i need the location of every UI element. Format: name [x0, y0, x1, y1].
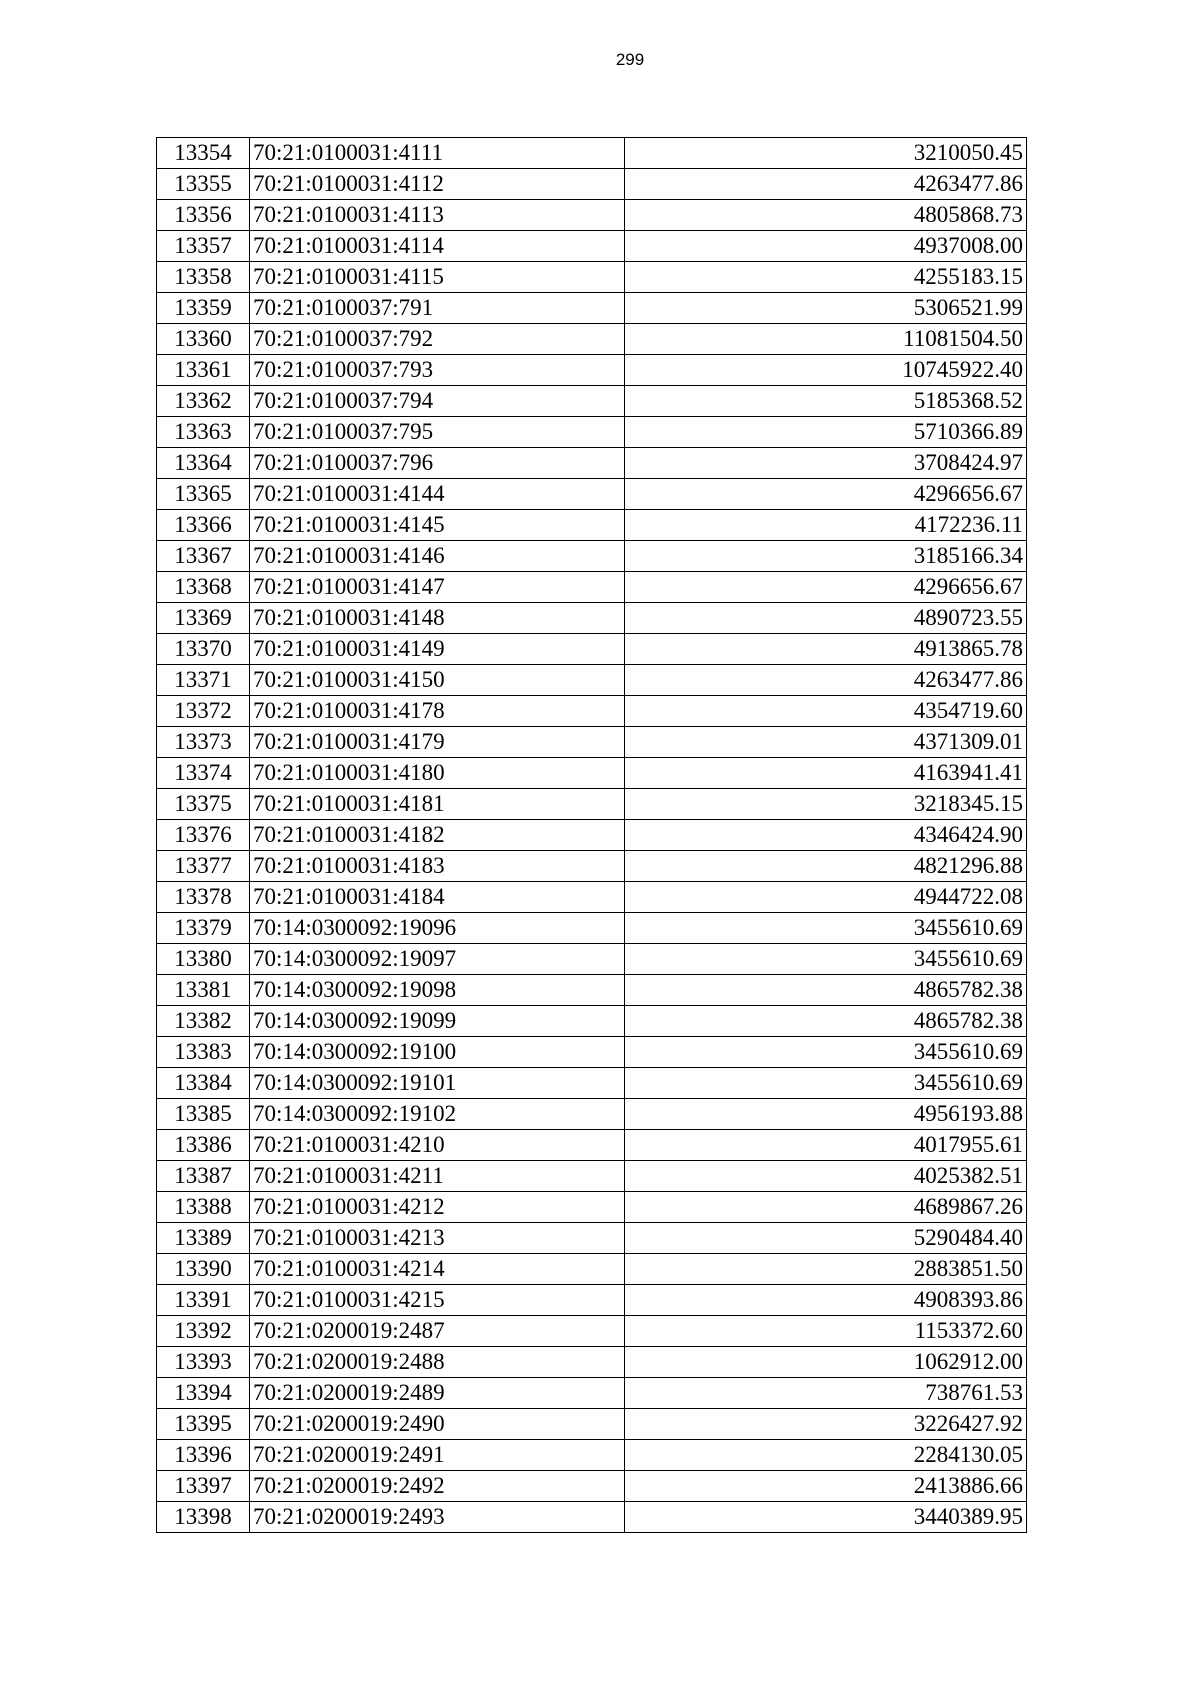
- cadastral-number-cell: 70:21:0200019:2488: [250, 1347, 625, 1378]
- table-row: [157, 1440, 1027, 1471]
- cadastral-number-cell: 70:21:0100031:4210: [250, 1130, 625, 1161]
- row-number-cell: 13354: [157, 138, 250, 169]
- row-number-cell: 13363: [157, 417, 250, 448]
- page-number: 299: [615, 50, 645, 69]
- cadastral-number-cell: 70:21:0100031:4150: [250, 665, 625, 696]
- cadastral-value-cell: 3185166.34: [625, 541, 1027, 572]
- table-row: [157, 417, 1027, 448]
- cadastral-number-cell: 70:14:0300092:19101: [250, 1068, 625, 1099]
- row-number-cell: 13394: [157, 1378, 250, 1409]
- cadastral-value-cell: 4346424.90: [625, 820, 1027, 851]
- cadastral-number-cell: 70:21:0100031:4114: [250, 231, 625, 262]
- cadastral-number-cell: 70:21:0100037:795: [250, 417, 625, 448]
- cadastral-number-cell: 70:21:0200019:2493: [250, 1502, 625, 1533]
- cadastral-number-cell: 70:14:0300092:19096: [250, 913, 625, 944]
- table-row: [157, 138, 1027, 169]
- row-number-cell: 13357: [157, 231, 250, 262]
- cadastral-value-cell: 4890723.55: [625, 603, 1027, 634]
- row-number-cell: 13371: [157, 665, 250, 696]
- row-number-cell: 13356: [157, 200, 250, 231]
- row-number-cell: 13367: [157, 541, 250, 572]
- cadastral-value-cell: 3455610.69: [625, 913, 1027, 944]
- table-row: [157, 696, 1027, 727]
- row-number-cell: 13361: [157, 355, 250, 386]
- cadastral-number-cell: 70:21:0100031:4145: [250, 510, 625, 541]
- cadastral-number-cell: 70:21:0100031:4181: [250, 789, 625, 820]
- cadastral-value-cell: 3210050.45: [625, 138, 1027, 169]
- row-number-cell: 13397: [157, 1471, 250, 1502]
- cadastral-value-cell: 4805868.73: [625, 200, 1027, 231]
- cadastral-value-cell: 4025382.51: [625, 1161, 1027, 1192]
- table-row: [157, 510, 1027, 541]
- cadastral-value-table: [156, 137, 1027, 1533]
- row-number-cell: 13382: [157, 1006, 250, 1037]
- row-number-cell: 13355: [157, 169, 250, 200]
- row-number-cell: 13392: [157, 1316, 250, 1347]
- row-number-cell: 13379: [157, 913, 250, 944]
- row-number-cell: 13372: [157, 696, 250, 727]
- table-row: [157, 727, 1027, 758]
- table-row: [157, 231, 1027, 262]
- cadastral-value-cell: 10745922.40: [625, 355, 1027, 386]
- table-row: [157, 789, 1027, 820]
- row-number-cell: 13378: [157, 882, 250, 913]
- row-number-cell: 13360: [157, 324, 250, 355]
- table-row: [157, 1409, 1027, 1440]
- cadastral-number-cell: 70:21:0200019:2492: [250, 1471, 625, 1502]
- cadastral-number-cell: 70:21:0100037:794: [250, 386, 625, 417]
- cadastral-number-cell: 70:21:0100031:4178: [250, 696, 625, 727]
- cadastral-value-cell: 4263477.86: [625, 665, 1027, 696]
- table-row: [157, 200, 1027, 231]
- table-row: [157, 572, 1027, 603]
- cadastral-value-cell: 5710366.89: [625, 417, 1027, 448]
- cadastral-value-cell: 4865782.38: [625, 1006, 1027, 1037]
- cadastral-value-cell: 3455610.69: [625, 944, 1027, 975]
- cadastral-number-cell: 70:21:0100031:4211: [250, 1161, 625, 1192]
- cadastral-number-cell: 70:21:0100037:793: [250, 355, 625, 386]
- row-number-cell: 13364: [157, 448, 250, 479]
- table-row: [157, 634, 1027, 665]
- table-row: [157, 1161, 1027, 1192]
- row-number-cell: 13358: [157, 262, 250, 293]
- cadastral-number-cell: 70:14:0300092:19102: [250, 1099, 625, 1130]
- table-row: [157, 665, 1027, 696]
- cadastral-value-cell: 5290484.40: [625, 1223, 1027, 1254]
- table-row: [157, 1006, 1027, 1037]
- cadastral-value-cell: 3440389.95: [625, 1502, 1027, 1533]
- cadastral-number-cell: 70:21:0100037:792: [250, 324, 625, 355]
- table-row: [157, 1223, 1027, 1254]
- cadastral-number-cell: 70:21:0200019:2487: [250, 1316, 625, 1347]
- cadastral-value-cell: 4172236.11: [625, 510, 1027, 541]
- table-row: [157, 758, 1027, 789]
- cadastral-number-cell: 70:21:0100031:4213: [250, 1223, 625, 1254]
- cadastral-number-cell: 70:21:0100031:4148: [250, 603, 625, 634]
- table-row: [157, 944, 1027, 975]
- cadastral-number-cell: 70:21:0100031:4149: [250, 634, 625, 665]
- cadastral-value-cell: 1153372.60: [625, 1316, 1027, 1347]
- table-row: [157, 851, 1027, 882]
- cadastral-value-cell: 3218345.15: [625, 789, 1027, 820]
- row-number-cell: 13391: [157, 1285, 250, 1316]
- cadastral-value-cell: 4255183.15: [625, 262, 1027, 293]
- cadastral-number-cell: 70:21:0100031:4212: [250, 1192, 625, 1223]
- row-number-cell: 13393: [157, 1347, 250, 1378]
- cadastral-number-cell: 70:21:0100031:4115: [250, 262, 625, 293]
- row-number-cell: 13385: [157, 1099, 250, 1130]
- cadastral-number-cell: 70:14:0300092:19100: [250, 1037, 625, 1068]
- row-number-cell: 13388: [157, 1192, 250, 1223]
- row-number-cell: 13377: [157, 851, 250, 882]
- cadastral-value-cell: 4017955.61: [625, 1130, 1027, 1161]
- row-number-cell: 13375: [157, 789, 250, 820]
- cadastral-number-cell: 70:21:0100031:4113: [250, 200, 625, 231]
- table-row: [157, 1130, 1027, 1161]
- table-row: [157, 1347, 1027, 1378]
- cadastral-value-cell: 4908393.86: [625, 1285, 1027, 1316]
- cadastral-value-cell: 3455610.69: [625, 1037, 1027, 1068]
- cadastral-number-cell: 70:21:0100031:4182: [250, 820, 625, 851]
- cadastral-number-cell: 70:21:0100031:4215: [250, 1285, 625, 1316]
- row-number-cell: 13380: [157, 944, 250, 975]
- cadastral-value-cell: 4865782.38: [625, 975, 1027, 1006]
- cadastral-number-cell: 70:21:0100031:4184: [250, 882, 625, 913]
- table-row: [157, 1037, 1027, 1068]
- cadastral-number-cell: 70:14:0300092:19099: [250, 1006, 625, 1037]
- table-row: [157, 1285, 1027, 1316]
- cadastral-number-cell: 70:21:0200019:2489: [250, 1378, 625, 1409]
- cadastral-value-cell: 4263477.86: [625, 169, 1027, 200]
- table-body: [157, 138, 1027, 1533]
- cadastral-value-cell: 2883851.50: [625, 1254, 1027, 1285]
- cadastral-number-cell: 70:21:0100031:4111: [250, 138, 625, 169]
- cadastral-value-cell: 4821296.88: [625, 851, 1027, 882]
- cadastral-number-cell: 70:21:0100031:4179: [250, 727, 625, 758]
- cadastral-value-cell: 2284130.05: [625, 1440, 1027, 1471]
- table-row: [157, 355, 1027, 386]
- cadastral-value-cell: 4354719.60: [625, 696, 1027, 727]
- cadastral-value-cell: 4296656.67: [625, 572, 1027, 603]
- cadastral-value-cell: 3226427.92: [625, 1409, 1027, 1440]
- table-row: [157, 820, 1027, 851]
- cadastral-number-cell: 70:14:0300092:19098: [250, 975, 625, 1006]
- cadastral-number-cell: 70:21:0100037:796: [250, 448, 625, 479]
- table-row: [157, 1502, 1027, 1533]
- cadastral-value-cell: 1062912.00: [625, 1347, 1027, 1378]
- cadastral-value-cell: 11081504.50: [625, 324, 1027, 355]
- table-row: [157, 1378, 1027, 1409]
- row-number-cell: 13389: [157, 1223, 250, 1254]
- row-number-cell: 13370: [157, 634, 250, 665]
- cadastral-value-cell: 4163941.41: [625, 758, 1027, 789]
- row-number-cell: 13373: [157, 727, 250, 758]
- table-row: [157, 913, 1027, 944]
- table-row: [157, 1068, 1027, 1099]
- row-number-cell: 13386: [157, 1130, 250, 1161]
- row-number-cell: 13395: [157, 1409, 250, 1440]
- cadastral-number-cell: 70:21:0100037:791: [250, 293, 625, 324]
- row-number-cell: 13387: [157, 1161, 250, 1192]
- cadastral-number-cell: 70:14:0300092:19097: [250, 944, 625, 975]
- cadastral-number-cell: 70:21:0100031:4183: [250, 851, 625, 882]
- cadastral-value-cell: 3455610.69: [625, 1068, 1027, 1099]
- row-number-cell: 13359: [157, 293, 250, 324]
- row-number-cell: 13376: [157, 820, 250, 851]
- table-row: [157, 1254, 1027, 1285]
- row-number-cell: 13374: [157, 758, 250, 789]
- table-row: [157, 603, 1027, 634]
- table-row: [157, 324, 1027, 355]
- cadastral-value-cell: 738761.53: [625, 1378, 1027, 1409]
- table-row: [157, 1471, 1027, 1502]
- row-number-cell: 13390: [157, 1254, 250, 1285]
- cadastral-number-cell: 70:21:0100031:4214: [250, 1254, 625, 1285]
- cadastral-number-cell: 70:21:0100031:4112: [250, 169, 625, 200]
- table-row: [157, 975, 1027, 1006]
- cadastral-number-cell: 70:21:0100031:4180: [250, 758, 625, 789]
- table-row: [157, 1316, 1027, 1347]
- cadastral-value-cell: 5306521.99: [625, 293, 1027, 324]
- row-number-cell: 13369: [157, 603, 250, 634]
- table-row: [157, 293, 1027, 324]
- table-row: [157, 448, 1027, 479]
- table-row: [157, 169, 1027, 200]
- table-row: [157, 262, 1027, 293]
- cadastral-value-cell: 5185368.52: [625, 386, 1027, 417]
- cadastral-value-cell: 4944722.08: [625, 882, 1027, 913]
- row-number-cell: 13396: [157, 1440, 250, 1471]
- cadastral-value-cell: 4371309.01: [625, 727, 1027, 758]
- cadastral-value-cell: 4689867.26: [625, 1192, 1027, 1223]
- table-row: [157, 386, 1027, 417]
- cadastral-value-cell: 4956193.88: [625, 1099, 1027, 1130]
- row-number-cell: 13381: [157, 975, 250, 1006]
- cadastral-value-cell: 4937008.00: [625, 231, 1027, 262]
- cadastral-number-cell: 70:21:0200019:2491: [250, 1440, 625, 1471]
- cadastral-value-cell: 4913865.78: [625, 634, 1027, 665]
- row-number-cell: 13366: [157, 510, 250, 541]
- table-row: [157, 882, 1027, 913]
- row-number-cell: 13384: [157, 1068, 250, 1099]
- row-number-cell: 13383: [157, 1037, 250, 1068]
- cadastral-value-cell: 3708424.97: [625, 448, 1027, 479]
- cadastral-value-cell: 4296656.67: [625, 479, 1027, 510]
- row-number-cell: 13365: [157, 479, 250, 510]
- cadastral-number-cell: 70:21:0200019:2490: [250, 1409, 625, 1440]
- table-row: [157, 479, 1027, 510]
- cadastral-number-cell: 70:21:0100031:4147: [250, 572, 625, 603]
- row-number-cell: 13398: [157, 1502, 250, 1533]
- table-row: [157, 1099, 1027, 1130]
- cadastral-number-cell: 70:21:0100031:4144: [250, 479, 625, 510]
- cadastral-value-cell: 2413886.66: [625, 1471, 1027, 1502]
- row-number-cell: 13368: [157, 572, 250, 603]
- cadastral-number-cell: 70:21:0100031:4146: [250, 541, 625, 572]
- row-number-cell: 13362: [157, 386, 250, 417]
- table-row: [157, 541, 1027, 572]
- table-row: [157, 1192, 1027, 1223]
